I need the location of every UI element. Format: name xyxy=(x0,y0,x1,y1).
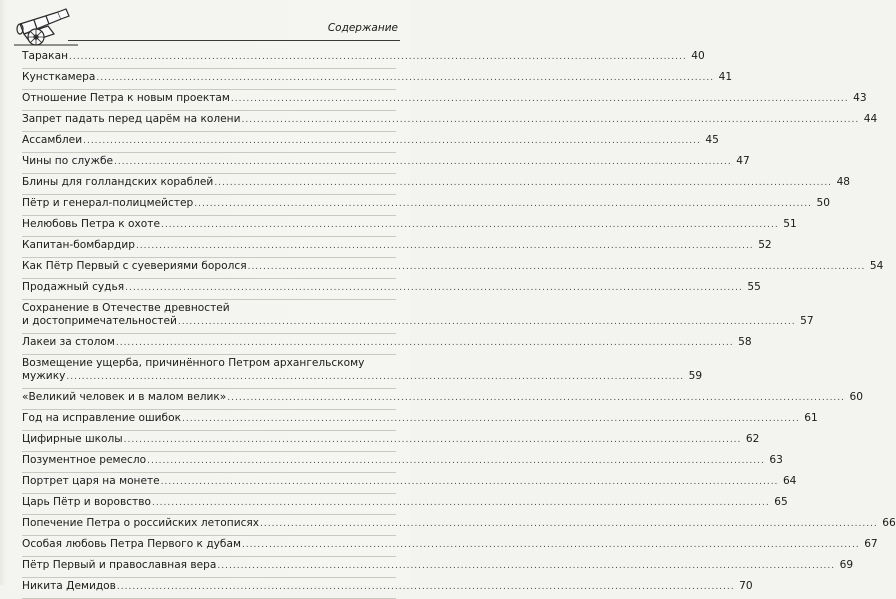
toc-entry-title-line: Блины для голландских кораблей xyxy=(22,176,214,188)
toc-entry[interactable] xyxy=(22,389,864,410)
toc-entry[interactable] xyxy=(22,153,750,174)
toc-entry-title-line: Никита Демидов xyxy=(22,580,116,592)
dot-leader: ................................................................................................................................................................ xyxy=(230,94,849,104)
cannon-icon xyxy=(10,4,80,48)
toc-entry-title-line: Цифирные школы xyxy=(22,433,123,445)
toc-entry-title-line: Как Пётр Первый с суевериями боролся xyxy=(22,260,247,272)
toc-entry[interactable] xyxy=(22,494,788,515)
toc-page-number: 44 xyxy=(863,113,878,125)
toc-entry-title-line: Пётр Первый и православная вера xyxy=(22,559,217,571)
toc-entry[interactable] xyxy=(22,578,753,599)
toc-page-number: 57 xyxy=(800,315,814,327)
toc-entry-title-line: Год на исправление ошибок xyxy=(22,412,181,424)
section-title: Содержание xyxy=(327,22,398,34)
toc-page-number: 45 xyxy=(705,134,719,146)
toc-entry[interactable] xyxy=(22,132,719,153)
toc-entry-title-line: Попечение Петра о российских летописях xyxy=(22,517,260,529)
dot-leader: ................................................................................................................................................................ xyxy=(177,317,796,327)
dot-leader: ................................................................................................................................................................ xyxy=(114,157,732,167)
toc-entry-title-line: Запрет падать перед царём на колени xyxy=(22,113,241,125)
toc-entry[interactable] xyxy=(22,174,851,195)
toc-entry[interactable] xyxy=(22,69,733,90)
toc-page-number: 52 xyxy=(758,239,772,251)
dot-leader: ................................................................................................................................................................ xyxy=(125,283,743,293)
dot-leader: ................................................................................................................................................................ xyxy=(214,178,833,188)
dot-leader: ................................................................................................................................................................ xyxy=(260,519,878,529)
toc-entry-title-line: Пётр и генерал-полицмейстер xyxy=(22,197,194,209)
toc-page-number: 40 xyxy=(691,50,705,62)
toc-entry[interactable] xyxy=(22,195,830,216)
toc-entry[interactable] xyxy=(22,216,797,237)
toc-page-number: 60 xyxy=(849,391,864,403)
toc-page-number: 65 xyxy=(774,496,788,508)
toc-entry-title-line: мужику xyxy=(22,370,66,382)
dot-leader: ................................................................................................................................................................ xyxy=(115,338,734,348)
dot-leader: ................................................................................................................................................................ xyxy=(123,435,742,445)
toc-entry[interactable] xyxy=(22,410,818,431)
dot-leader: ................................................................................................................................................................ xyxy=(69,52,687,62)
toc-entry[interactable] xyxy=(22,355,703,389)
dot-leader: ................................................................................................................................................................ xyxy=(66,372,685,382)
toc-entry-title-line: Возмещение ущерба, причинённого Петром архангельскому xyxy=(22,357,365,369)
dot-leader: ................................................................................................................................................................ xyxy=(83,136,701,146)
dot-leader: ................................................................................................................................................................ xyxy=(135,241,754,251)
toc-page-number: 61 xyxy=(804,412,818,424)
toc-entry-title-line: и достопримечательностей xyxy=(22,315,177,327)
dot-leader: ................................................................................................................................................................ xyxy=(241,115,860,125)
toc-page-number: 67 xyxy=(864,538,878,550)
toc-entry[interactable] xyxy=(22,111,878,132)
toc-entry[interactable] xyxy=(22,258,884,279)
toc-entry[interactable] xyxy=(22,279,761,300)
toc-entry[interactable] xyxy=(22,90,867,111)
toc-page-number: 58 xyxy=(738,336,752,348)
dot-leader: ................................................................................................................................................................ xyxy=(227,393,846,403)
toc-entry-title-line: «Великий человек и в малом велик» xyxy=(22,391,227,403)
toc-page-number: 51 xyxy=(783,218,797,230)
toc-entry-title-line: Продажный судья xyxy=(22,281,125,293)
toc-entry-title-line: Таракан xyxy=(22,50,68,62)
dot-leader: ................................................................................................................................................................ xyxy=(116,582,735,592)
toc-entry-title-line: Отношение Петра к новым проектам xyxy=(22,92,230,104)
toc-entry-title-line: Капитан-бомбардир xyxy=(22,239,135,251)
toc-page-number: 64 xyxy=(782,475,797,487)
toc-page-number: 69 xyxy=(839,559,854,571)
toc-page-number: 41 xyxy=(718,71,733,83)
dot-leader: ................................................................................................................................................................ xyxy=(160,220,779,230)
toc-entry-title-line: Позументное ремесло xyxy=(22,454,147,466)
toc-entry[interactable] xyxy=(22,48,705,69)
toc-entry-title-line: Царь Пётр и воровство xyxy=(22,496,151,508)
toc-entry[interactable] xyxy=(22,300,814,334)
dot-leader: ................................................................................................................................................................ xyxy=(181,414,800,424)
toc-entry[interactable] xyxy=(22,431,760,452)
toc-page-number: 63 xyxy=(769,454,783,466)
toc-entry-title-line: Особая любовь Петра Первого к дубам xyxy=(22,538,241,550)
dot-leader: ................................................................................................................................................................ xyxy=(96,73,715,83)
header-rule xyxy=(68,40,400,41)
toc-entry[interactable] xyxy=(22,237,772,258)
toc-entry-title-line: Нелюбовь Петра к охоте xyxy=(22,218,160,230)
toc-entry[interactable] xyxy=(22,557,854,578)
toc-entry[interactable] xyxy=(22,473,797,494)
dot-leader: ................................................................................................................................................................ xyxy=(217,561,836,571)
toc-page-number: 43 xyxy=(853,92,867,104)
toc-entry-title-line: Портрет царя на монете xyxy=(22,475,160,487)
toc-page-number: 48 xyxy=(836,176,851,188)
toc-page-number: 50 xyxy=(816,197,830,209)
toc-page-number: 62 xyxy=(745,433,760,445)
toc-entry[interactable] xyxy=(22,452,783,473)
toc-entry-title-line: Сохранение в Отечестве древностей xyxy=(22,302,230,314)
dot-leader: ................................................................................................................................................................ xyxy=(241,540,860,550)
toc-entry[interactable] xyxy=(22,536,878,557)
toc-entry-title-line: Кунсткамера xyxy=(22,71,96,83)
toc-entry-title-line: Ассамблеи xyxy=(22,134,83,146)
toc-page-number: 47 xyxy=(736,155,750,167)
toc-entry-title-line: Чины по службе xyxy=(22,155,114,167)
toc-page-number: 70 xyxy=(739,580,753,592)
toc-entry[interactable] xyxy=(22,334,752,355)
toc-page-number: 55 xyxy=(747,281,761,293)
table-of-contents xyxy=(22,48,896,599)
toc-page-number: 59 xyxy=(688,370,703,382)
dot-leader: ................................................................................................................................................................ xyxy=(194,199,812,209)
dot-leader: ................................................................................................................................................................ xyxy=(147,456,765,466)
dot-leader: ................................................................................................................................................................ xyxy=(247,262,866,272)
dot-leader: ................................................................................................................................................................ xyxy=(151,498,770,508)
toc-page-number: 54 xyxy=(869,260,884,272)
toc-entry[interactable] xyxy=(22,515,896,536)
toc-page-number: 66 xyxy=(882,517,896,529)
dot-leader: ................................................................................................................................................................ xyxy=(160,477,779,487)
toc-entry-title-line: Лакеи за столом xyxy=(22,336,115,348)
